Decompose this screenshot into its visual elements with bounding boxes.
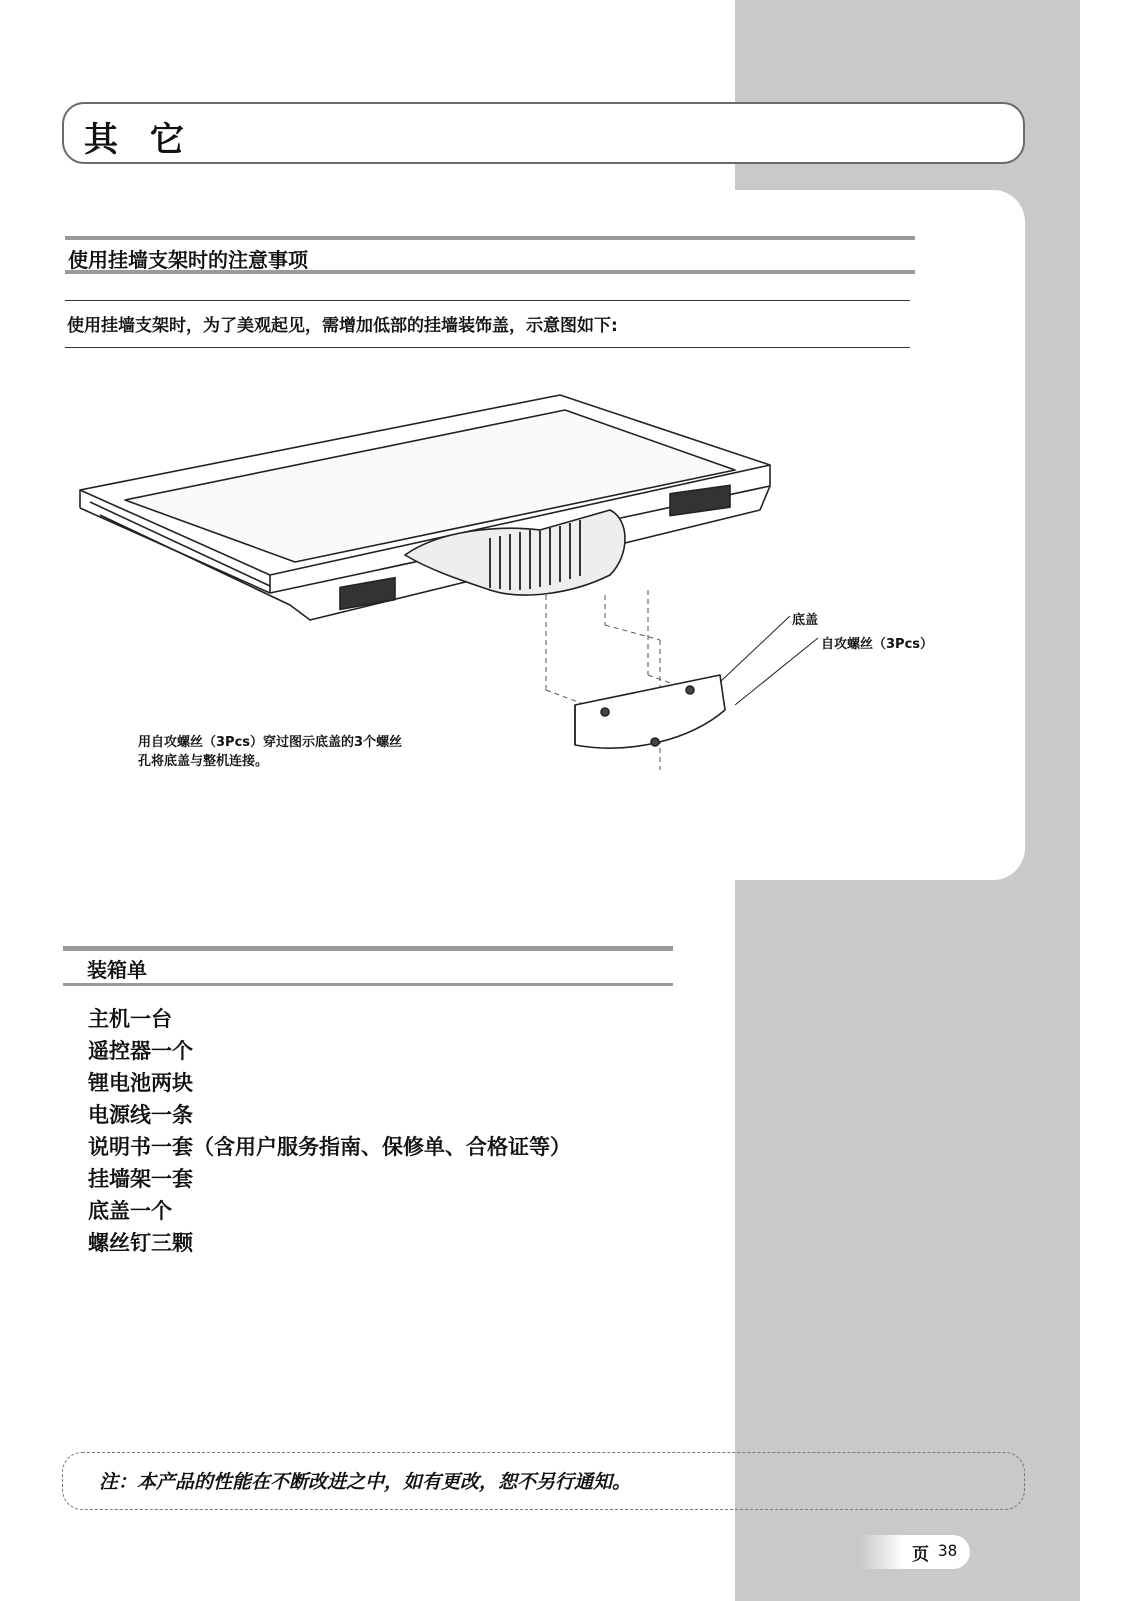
callout-screws-label: 自攻螺丝（3Pcs） [821,637,934,652]
notice-box [62,1452,1025,1510]
speaker-grille-left [340,578,395,610]
packing-list [88,1003,571,1259]
speaker-grille-right [670,485,730,515]
list-item: 底盖一个 [88,1199,172,1223]
callout-line-screws [735,638,818,705]
list-item: 螺丝钉三颗 [88,1231,193,1255]
page-label: 页 [912,1545,929,1565]
page-number: 38 [938,1541,958,1560]
packing-list-heading: 装箱单 [87,958,147,982]
list-item: 主机一台 [88,1007,172,1031]
list-item: 说明书一套（含用户服务指南、保修单、合格证等） [88,1135,571,1159]
list-item: 挂墙架一套 [88,1167,193,1191]
page-number-tag [860,1535,970,1569]
instruction-line-2: 孔将底盖与整机连接。 [138,754,269,769]
instruction-line-1: 用自攻螺丝（3Pcs）穿过图示底盖的3个螺丝 [138,735,403,750]
callout-line-base [720,616,790,682]
callout-base-label: 底盖 [792,613,819,628]
list-item: 锂电池两块 [88,1071,193,1095]
page-title: 其 它 [84,120,194,160]
packing-list-heading-bar [63,946,673,986]
base-cover [575,675,725,748]
wall-mount-intro: 使用挂墙支架时，为了美观起见，需增加低部的挂墙装饰盖，示意图如下: [67,316,618,336]
list-item: 电源线一条 [88,1103,193,1127]
wall-mount-heading-bar [65,236,915,274]
wall-mount-intro-bar [65,300,910,348]
wall-mount-heading: 使用挂墙支架时的注意事项 [68,248,308,272]
list-item: 遥控器一个 [88,1039,193,1063]
page-title-box [62,102,1025,164]
notice-text: 注：本产品的性能在不断改进之中，如有更改，恕不另行通知。 [99,1471,632,1493]
